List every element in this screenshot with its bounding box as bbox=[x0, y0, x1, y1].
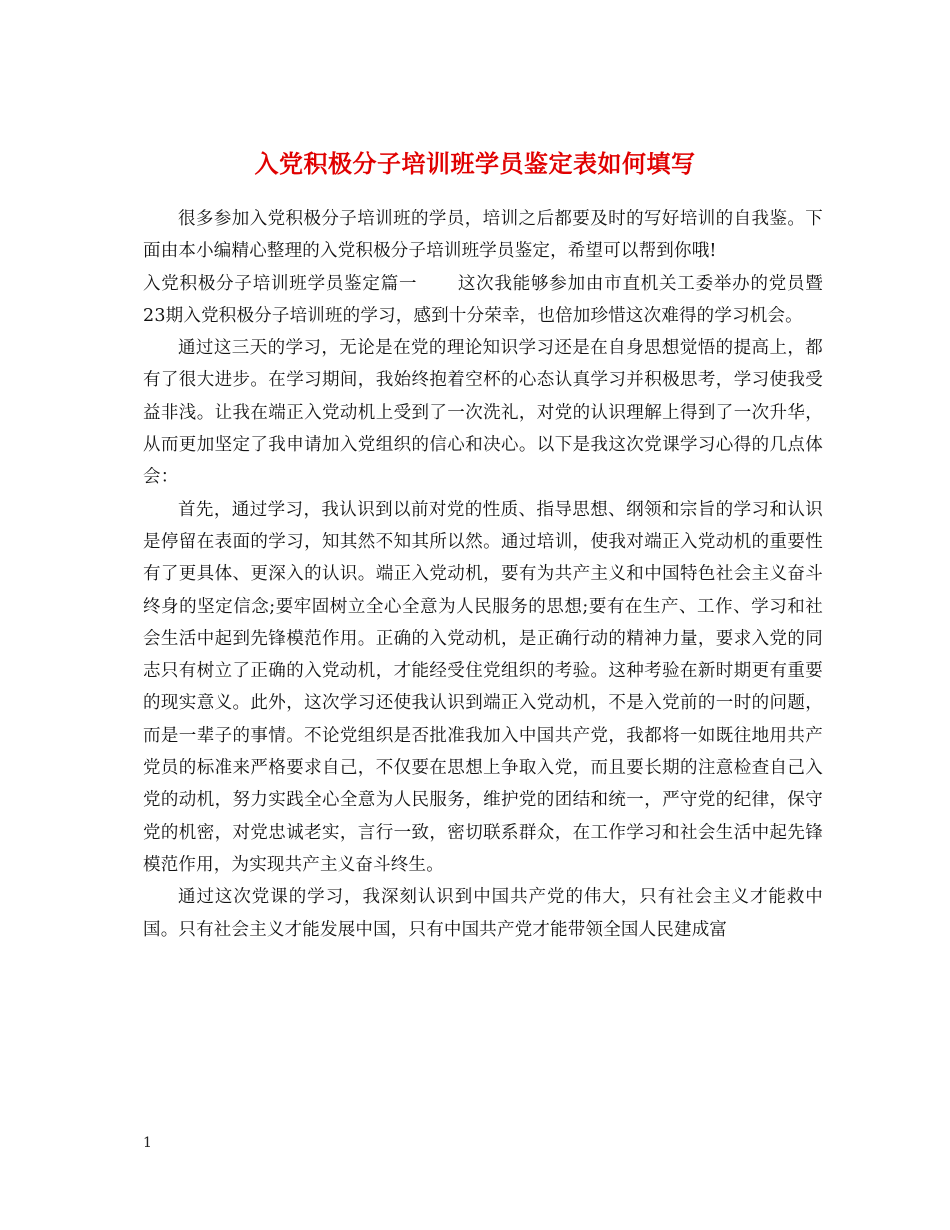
paragraph-section-one bbox=[143, 268, 823, 333]
section-heading: 入党积极分子培训班学员鉴定篇一 bbox=[143, 273, 418, 294]
section-text: 这次我能够参加由市直机关工委举办的党员暨23期入党积极分子培训班的学习，感到十分荣幸，也倍加珍惜这次难得的学习机会。 bbox=[143, 273, 824, 326]
paragraph-intro: 很多参加入党积极分子培训班的学员，培训之后都要及时的写好培训的自我鉴。下面由本小编精心整理的入党积极分子培训班学员鉴定，希望可以帮到你哦! bbox=[143, 209, 823, 262]
paragraph-conclusion: 通过这次党课的学习，我深刻认识到中国共产党的伟大，只有社会主义才能救中国。只有社会主义才能发展中国，只有中国共产党才能带领全国人民建成富 bbox=[143, 887, 823, 940]
document-title: 入党积极分子培训班学员鉴定表如何填写 bbox=[254, 149, 696, 179]
paragraph-learning: 通过这三天的学习，无论是在党的理论知识学习还是在自身思想觉悟的提高上，都有了很大进步。在学习期间，我始终抱着空杯的心态认真学习并积极思考，学习使我受益非浅。让我在端正入党动机上受到了一次洗礼，对党的认识理解上得到了一次升华，从而更加坚定了我申请加入党组织的信心和决心。以下是我这次党课学习心得的几点体会： bbox=[143, 338, 823, 488]
paragraph-first: 首先，通过学习，我认识到以前对党的性质、指导思想、纲领和宗旨的学习和认识是停留在表面的学习，知其然不知其所以然。通过培训，使我对端正入党动机的重要性有了更具体、更深入的认识。端正入党动机，要有为共产主义和中国特色社会主义奋斗终身的坚定信念;要牢固树立全心全意为人民服务的思想;要有在生产、工作、学习和社会生活中起到先锋模范作用。正确的入党动机，是正确行动的精神力量，要求入党的同志只有树立了正确的入党动机，才能经受住党组织的考验。这种考验在新时期更有重要的现实意义。此外，这次学习还使我认识到端正入党动机，不是入党前的一时的问题，而是一辈子的事情。不论党组织是否批准我加入中国共产党，我都将一如既往地用共产党员的标准来严格要求自己，不仅要在思想上争取入党，而且要长期的注意检查自己入党的动机，努力实践全心全意为人民服务，维护党的团结和统一，严守党的纪律，保守党的机密，对党忠诚老实，言行一致，密切联系群众，在工作学习和社会生活中起先锋模范作用，为实现共产主义奋斗终生。 bbox=[143, 499, 823, 875]
page-number: 1 bbox=[143, 1135, 152, 1151]
document-body bbox=[143, 203, 823, 946]
